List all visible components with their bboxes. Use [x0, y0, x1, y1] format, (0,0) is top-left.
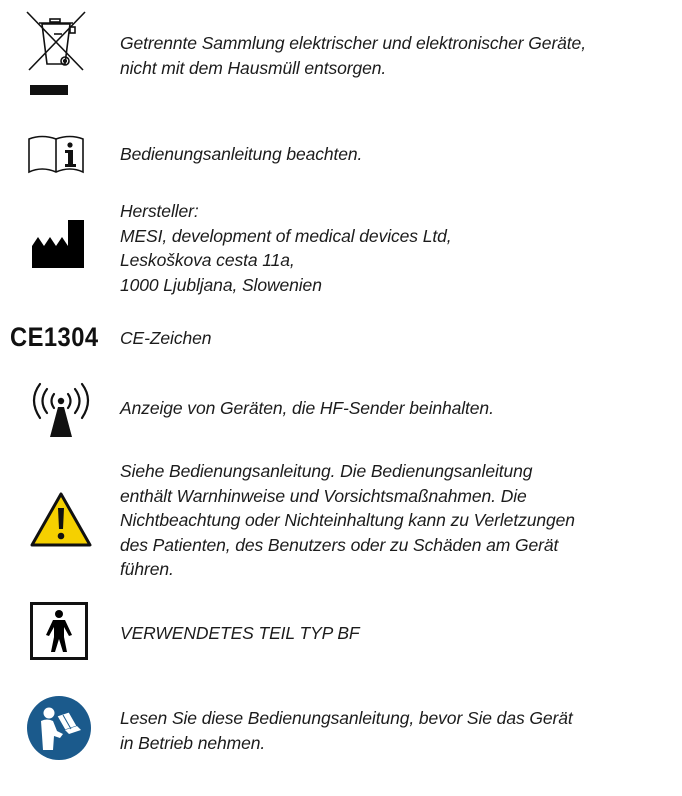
- manufacturer-factory-icon: [32, 218, 86, 268]
- text-line: Getrennte Sammlung elektrischer und elektronischer Geräte,: [120, 33, 586, 53]
- read-manual-description: [120, 706, 573, 755]
- text-line: Anzeige von Geräten, die HF-Sender beinhalten.: [120, 398, 494, 418]
- text-line: CE-Zeichen: [120, 328, 212, 348]
- warning-description: [120, 459, 575, 582]
- ce-mark-icon: CE1304: [10, 322, 99, 352]
- text-line: Bedienungsanleitung beachten.: [120, 144, 363, 164]
- type-bf-applied-part-icon: [30, 602, 88, 660]
- text-line: MESI, development of medical devices Ltd,: [120, 225, 452, 246]
- text-line: Hersteller:: [120, 201, 199, 221]
- non-ionizing-radiation-icon: [26, 380, 96, 438]
- text-line: in Betrieb nehmen.: [120, 732, 266, 753]
- text-line: nicht mit dem Hausmüll entsorgen.: [120, 57, 387, 78]
- text-line: Lesen Sie diese Bedienungsanleitung, bevor Sie das Gerät: [120, 708, 573, 728]
- read-manual-mandatory-icon: [27, 696, 91, 760]
- warning-triangle-icon: [29, 491, 93, 549]
- text-line: VERWENDETES TEIL TYP BF: [120, 623, 360, 643]
- rf-description: [120, 396, 494, 421]
- manufacturer-description: [120, 199, 452, 297]
- text-line: führen.: [120, 559, 174, 579]
- text-line: Siehe Bedienungsanleitung. Die Bedienungsanleitung: [120, 461, 533, 481]
- ce-description: [120, 326, 211, 351]
- weee-crossed-bin-icon: [25, 10, 87, 100]
- text-line: Nichtbeachtung oder Nichteinhaltung kann zu Verletzungen: [120, 510, 575, 530]
- consult-instructions-icon: [27, 133, 85, 175]
- text-line: enthält Warnhinweise und Vorsichtsmaßnahmen. Die: [120, 485, 527, 506]
- consult-instructions-description: [120, 142, 362, 167]
- text-line: Leskoškova cesta 11a,: [120, 250, 295, 270]
- weee-description: [120, 31, 586, 80]
- text-line: 1000 Ljubljana, Slowenien: [120, 274, 322, 295]
- text-line: des Patienten, des Benutzers oder zu Schäden am Gerät: [120, 534, 559, 555]
- type-bf-description: [120, 621, 360, 646]
